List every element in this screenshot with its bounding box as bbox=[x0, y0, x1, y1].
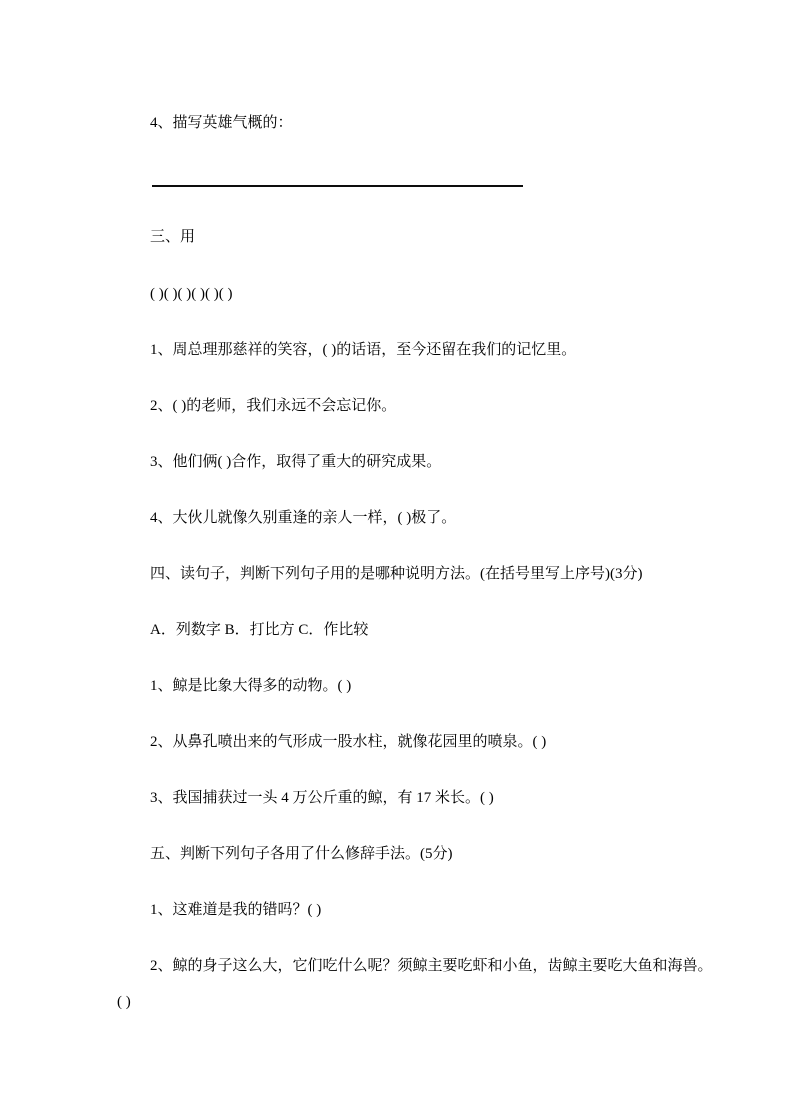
section-five-item-2: 2、鲸的身子这么大，它们吃什么呢？须鲸主要吃虾和小鱼，齿鲸主要吃大鱼和海兽。 bbox=[150, 958, 713, 974]
section-three-item-1: 1、周总理那慈祥的笑容，( )的话语，至今还留在我们的记忆里。 bbox=[150, 342, 577, 358]
section-five-item-1: 1、这难道是我的错吗？( ) bbox=[150, 902, 322, 918]
prev-section-item-4: 4、描写英雄气概的： bbox=[150, 115, 293, 131]
answer-blank-line bbox=[152, 185, 523, 187]
section-three-heading: 三、用 bbox=[150, 229, 196, 245]
section-four-item-2: 2、从鼻孔喷出来的气形成一股水柱，就像花园里的喷泉。( ) bbox=[150, 734, 547, 750]
section-four-item-3: 3、我国捕获过一头 4 万公斤重的鲸，有 17 米长。( ) bbox=[150, 790, 494, 806]
section-three-brackets-row: ( )( )( )( )( )( ) bbox=[150, 286, 233, 302]
section-three-item-2: 2、( )的老师，我们永远不会忘记你。 bbox=[150, 398, 397, 414]
section-four-item-1: 1、鲸是比象大得多的动物。( ) bbox=[150, 678, 352, 694]
section-five-heading: 五、判断下列句子各用了什么修辞手法。(5分) bbox=[150, 846, 453, 862]
section-three-item-3: 3、他们俩( )合作，取得了重大的研究成果。 bbox=[150, 454, 442, 470]
section-five-item-2-bracket: ( ) bbox=[117, 994, 131, 1010]
section-four-heading: 四、读句子，判断下列句子用的是哪种说明方法。(在括号里写上序号)(3分) bbox=[150, 566, 643, 582]
section-three-item-4: 4、大伙儿就像久别重逢的亲人一样，( )极了。 bbox=[150, 510, 457, 526]
section-four-options-row: A．列数字 B．打比方 C．作比较 bbox=[150, 622, 369, 638]
